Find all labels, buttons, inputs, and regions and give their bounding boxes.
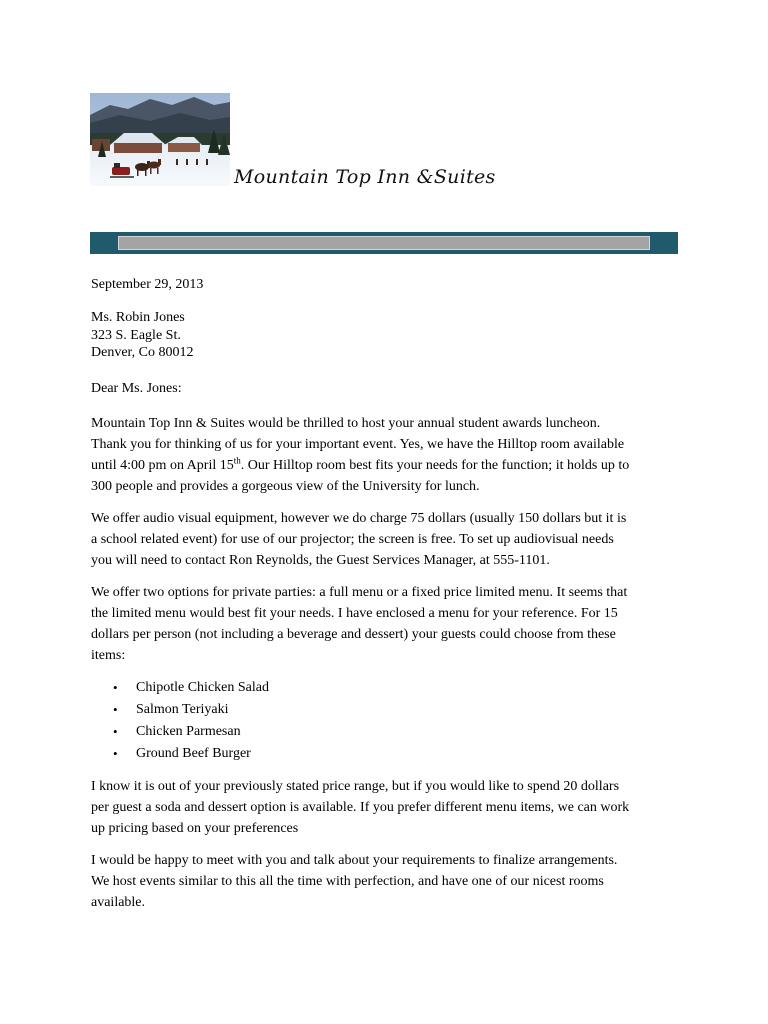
recipient-name: Ms. Robin Jones (91, 310, 185, 325)
paragraph-line: We offer two options for private parties: a full menu or a fixed price limited menu. It seems that (91, 585, 628, 600)
menu-items-list (91, 677, 269, 765)
header-bar (90, 232, 678, 254)
paragraph-line: dollars per person (not including a beverage and dessert) your guests could choose from these (91, 627, 616, 642)
paragraph-line: Thank you for thinking of us for your important event. Yes, we have the Hilltop room available (91, 437, 625, 452)
paragraph-line: 300 people and provides a gorgeous view of the University for lunch. (91, 479, 480, 494)
menu-item-label: Chipotle Chicken Salad (136, 680, 269, 695)
bullet-icon: • (113, 724, 118, 739)
paragraph-closing (91, 850, 617, 913)
paragraph-line: a school related event) for use of our projector; the screen is free. To set up audiovisual needs (91, 532, 614, 547)
paragraph-line (91, 455, 629, 476)
letter-date: September 29, 2013 (91, 277, 204, 292)
paragraph-line: you will need to contact Ron Reynolds, the Guest Services Manager, at 555-1101. (91, 553, 550, 568)
text-run: . Our Hilltop room best fits your needs for the function; it holds up to (240, 458, 630, 473)
paragraph-venue (91, 413, 629, 497)
paragraph-line: per guest a soda and dessert option is available. If you prefer different menu items, we can work (91, 800, 630, 815)
paragraph-line: up pricing based on your preferences (91, 821, 299, 836)
paragraph-line: available. (91, 895, 146, 910)
bullet-icon: • (113, 746, 118, 761)
paragraph-line: I would be happy to meet with you and talk about your requirements to finalize arrangements. (91, 853, 618, 868)
salutation: Dear Ms. Jones: (91, 381, 182, 396)
recipient-street: 323 S. Eagle St. (91, 327, 181, 343)
bullet-icon: • (113, 702, 118, 717)
paragraph-av-equipment (91, 508, 626, 571)
header-bar-inner (118, 236, 650, 250)
recipient-address (91, 309, 193, 362)
paragraph-line: items: (91, 648, 126, 663)
menu-item-label: Chicken Parmesan (136, 724, 241, 739)
bullet-icon: • (113, 680, 118, 695)
paragraph-menu-options (91, 582, 627, 666)
menu-item-label: Salmon Teriyaki (136, 702, 229, 717)
list-item (91, 699, 269, 721)
list-item (91, 677, 269, 699)
ordinal-suffix: th (233, 455, 241, 466)
brand-title: Mountain Top Inn &Suites (234, 166, 496, 188)
list-item (91, 743, 269, 765)
paragraph-line: Mountain Top Inn & Suites would be thrilled to host your annual student awards luncheon. (91, 416, 601, 431)
winter-inn-photo-icon (90, 93, 230, 186)
paragraph-line: We offer audio visual equipment, however we do charge 75 dollars (usually 150 dollars but it is (91, 511, 627, 526)
paragraph-line: We host events similar to this all the time with perfection, and have one of our nicest rooms (91, 874, 604, 889)
list-item (91, 721, 269, 743)
menu-item-label: Ground Beef Burger (136, 746, 251, 761)
text-run: until 4:00 pm on April 15 (91, 458, 234, 473)
paragraph-line: I know it is out of your previously stated price range, but if you would like to spend 20 dollars (91, 779, 620, 794)
recipient-city-line: Denver, Co 80012 (91, 345, 194, 360)
paragraph-price-range (91, 776, 629, 839)
paragraph-line: the limited menu would best fit your needs. I have enclosed a menu for your reference. For 15 (91, 606, 618, 621)
